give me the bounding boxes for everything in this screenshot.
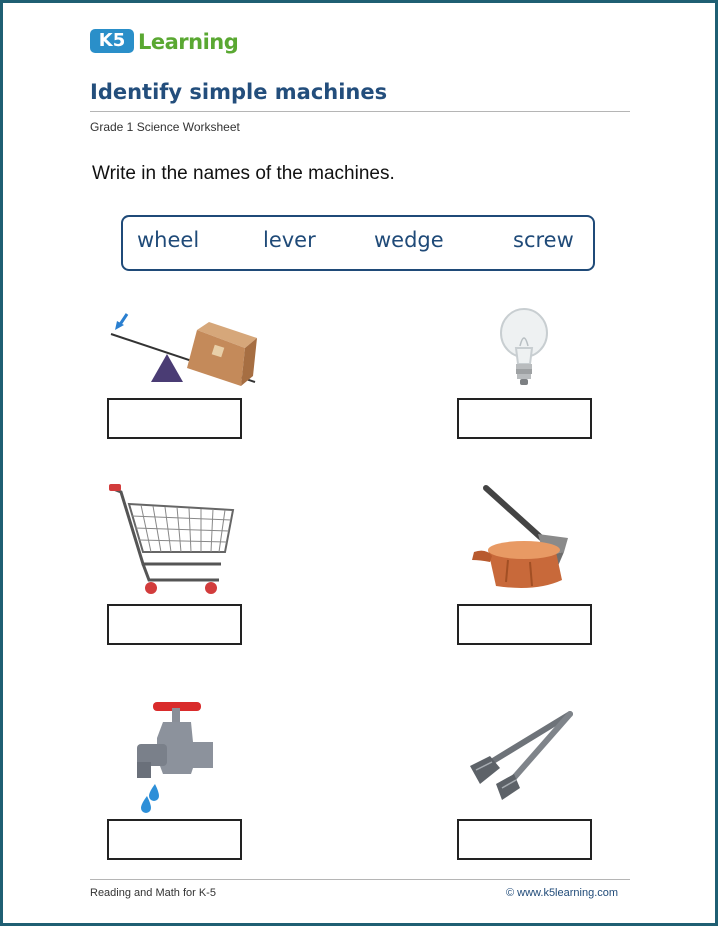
water-tap-picture: [135, 698, 217, 814]
k5-learning-logo: [90, 24, 240, 58]
water-drop-icon: [141, 796, 151, 813]
footer-copyright-link[interactable]: © www.k5learning.com: [506, 887, 619, 899]
answer-box-1[interactable]: [107, 398, 242, 439]
word-bank-item: wheel: [137, 228, 200, 252]
axe-in-stump-picture: [466, 482, 578, 596]
answer-box-4[interactable]: [457, 604, 592, 645]
worksheet-subtitle: Grade 1 Science Worksheet: [90, 120, 240, 134]
answer-box-3[interactable]: [107, 604, 242, 645]
footer-tagline: Reading and Math for K-5: [90, 887, 216, 899]
tongs-picture: [466, 708, 576, 802]
word-bank: [121, 215, 595, 271]
answer-box-2[interactable]: [457, 398, 592, 439]
answer-box-5[interactable]: [107, 819, 242, 860]
water-drop-icon: [149, 784, 159, 801]
instructions-text: Write in the names of the machines.: [92, 163, 395, 184]
shopping-cart-picture: [107, 482, 235, 600]
fulcrum-icon: [151, 354, 183, 382]
light-bulb-picture: [496, 306, 552, 394]
worksheet-title: Identify simple machines: [90, 80, 388, 104]
logo-word: Learning: [138, 30, 239, 54]
lever-with-box-picture: [105, 308, 265, 390]
word-bank-item: wedge: [374, 228, 444, 252]
logo-badge: K5: [90, 29, 134, 53]
title-divider: [90, 111, 630, 112]
answer-box-6[interactable]: [457, 819, 592, 860]
word-bank-item: lever: [263, 228, 316, 252]
footer-divider: [90, 879, 630, 880]
word-bank-item: screw: [513, 228, 574, 252]
